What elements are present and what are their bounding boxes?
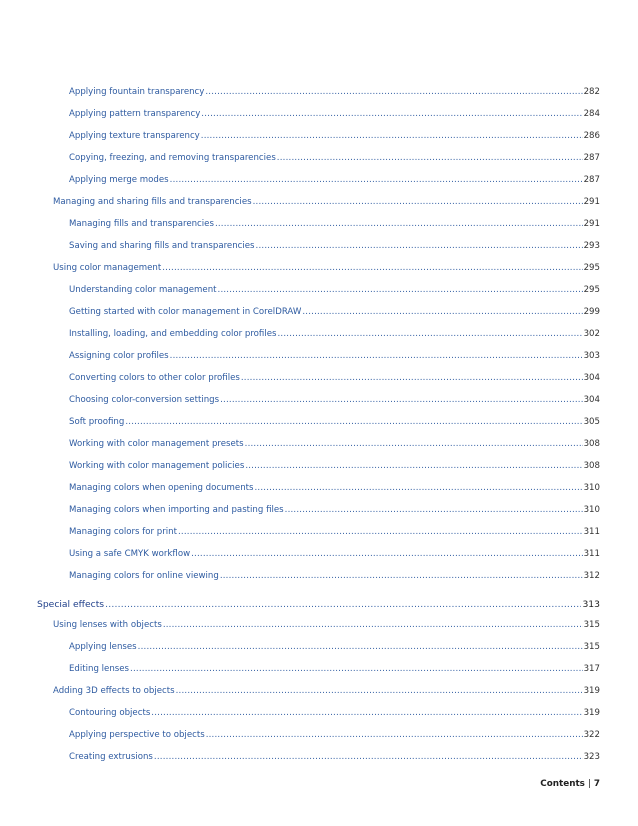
toc-entry-page-number[interactable]: 323 [583,752,600,762]
toc-entry-title[interactable]: Applying merge modes [69,175,169,185]
toc-dot-leader [178,527,583,538]
toc-entry-title[interactable]: Working with color management presets [69,439,244,449]
toc-subsection-entry[interactable] [69,131,600,142]
toc-entry-page-number[interactable]: 291 [583,197,600,207]
toc-dot-leader [215,219,583,230]
toc-entry-title[interactable]: Creating extrusions [69,752,153,762]
toc-dot-leader [285,505,583,516]
toc-entry-page-number[interactable]: 322 [583,730,600,740]
toc-dot-leader [201,109,582,120]
toc-dot-leader [256,241,583,252]
toc-entry-page-number[interactable]: 319 [583,708,600,718]
toc-subsection-entry[interactable] [69,351,600,362]
toc-subsection-entry[interactable] [69,483,600,494]
toc-chapter-entry[interactable] [37,599,600,610]
toc-dot-leader [105,599,581,610]
toc-entry-page-number[interactable]: 315 [583,642,600,652]
toc-subsection-entry[interactable] [69,417,600,428]
toc-entry-page-number[interactable]: 299 [583,307,600,317]
toc-dot-leader [218,285,583,296]
toc-section-entry[interactable] [53,620,600,631]
toc-subsection-entry[interactable] [69,395,600,406]
toc-entry-title[interactable]: Applying perspective to objects [69,730,205,740]
toc-subsection-entry[interactable] [69,373,600,384]
toc-entry-page-number[interactable]: 295 [583,285,600,295]
toc-entry-page-number[interactable]: 284 [583,109,600,119]
toc-subsection-entry[interactable] [69,664,600,675]
toc-entry-title[interactable]: Converting colors to other color profiles [69,373,240,383]
toc-entry-page-number[interactable]: 313 [582,599,600,610]
toc-dot-leader [125,417,582,428]
toc-entry-title[interactable]: Contouring objects [69,708,151,718]
toc-entry-title[interactable]: Understanding color management [69,285,217,295]
toc-entry-title[interactable]: Managing colors for online viewing [69,571,219,581]
toc-subsection-entry[interactable] [69,527,600,538]
toc-entry-page-number[interactable]: 315 [583,620,600,630]
toc-entry-page-number[interactable]: 310 [583,505,600,515]
toc-entry-page-number[interactable]: 282 [583,87,600,97]
toc-dot-leader [170,351,583,362]
toc-entry-page-number[interactable]: 295 [583,263,600,273]
toc-dot-leader [245,439,583,450]
toc-entry-page-number[interactable]: 286 [583,131,600,141]
footer-page-number: 7 [593,779,600,789]
toc-entry-title[interactable]: Managing colors for print [69,527,177,537]
toc-dot-leader [302,307,582,318]
toc-entry-title[interactable]: Editing lenses [69,664,130,674]
toc-entry-page-number[interactable]: 308 [583,439,600,449]
toc-dot-leader [163,620,583,631]
footer-separator: | [587,779,591,789]
toc-subsection-entry[interactable] [69,285,600,296]
toc-section-entry[interactable] [53,686,600,697]
toc-dot-leader [138,642,583,653]
toc-dot-leader [151,708,582,719]
toc-dot-leader [130,664,583,675]
toc-entry-title[interactable]: Using a safe CMYK workflow [69,549,191,559]
toc-entry-page-number[interactable]: 310 [583,483,600,493]
toc-entry-title[interactable]: Managing and sharing fills and transparencies [53,197,252,207]
toc-dot-leader [176,686,583,697]
toc-entry-title[interactable]: Managing colors when opening documents [69,483,254,493]
toc-subsection-entry[interactable] [69,329,600,340]
toc-subsection-entry[interactable] [69,571,600,582]
toc-dot-leader [245,461,582,472]
toc-entry-page-number[interactable]: 304 [583,373,600,383]
toc-subsection-entry[interactable] [69,730,600,741]
toc-entry-page-number[interactable]: 303 [583,351,600,361]
toc-dot-leader [201,131,583,142]
toc-entry-title[interactable]: Using color management [53,263,162,273]
toc-subsection-entry[interactable] [69,153,600,164]
toc-subsection-entry[interactable] [69,549,600,560]
toc-subsection-entry[interactable] [69,505,600,516]
toc-entry-title[interactable]: Getting started with color management in CorelDRAW [69,307,302,317]
toc-entry-page-number[interactable]: 302 [583,329,600,339]
toc-entry-title[interactable]: Managing colors when importing and pasting files [69,505,284,515]
toc-entry-title[interactable]: Applying fountain transparency [69,87,205,97]
toc-subsection-entry[interactable] [69,241,600,252]
toc-entry-page-number[interactable]: 293 [583,241,600,251]
toc-section-entry[interactable] [53,263,600,274]
toc-subsection-entry[interactable] [69,307,600,318]
toc-subsection-entry[interactable] [69,752,600,763]
toc-subsection-entry[interactable] [69,461,600,472]
toc-dot-leader [205,87,582,98]
toc-entry-page-number[interactable]: 287 [583,175,600,185]
toc-entry-title[interactable]: Managing fills and transparencies [69,219,214,229]
toc-entry-title[interactable]: Choosing color-conversion settings [69,395,220,405]
toc-entry-page-number[interactable]: 311 [583,527,600,537]
toc-dot-leader [170,175,583,186]
toc-entry-page-number[interactable]: 304 [583,395,600,405]
toc-dot-leader [253,197,583,208]
toc-dot-leader [220,571,583,582]
toc-entry-page-number[interactable]: 319 [583,686,600,696]
toc-entry-title[interactable]: Copying, freezing, and removing transparencies [69,153,276,163]
toc-dot-leader [191,549,582,560]
page-footer [540,779,600,789]
toc-dot-leader [278,329,583,340]
toc-subsection-entry[interactable] [69,439,600,450]
toc-entry-page-number[interactable]: 305 [583,417,600,427]
toc-subsection-entry[interactable] [69,219,600,230]
toc-dot-leader [220,395,583,406]
toc-entry-page-number[interactable]: 312 [583,571,600,581]
toc-entry-page-number[interactable]: 311 [583,549,600,559]
toc-entry-page-number[interactable]: 291 [583,219,600,229]
toc-entry-page-number[interactable]: 308 [583,461,600,471]
toc-entry-page-number[interactable]: 287 [583,153,600,163]
toc-entry-title[interactable]: Applying pattern transparency [69,109,201,119]
toc-entry-title[interactable]: Special effects [37,599,105,610]
toc-subsection-entry[interactable] [69,175,600,186]
toc-dot-leader [277,153,583,164]
toc-dot-leader [255,483,583,494]
toc-dot-leader [241,373,583,384]
toc-entry-title[interactable]: Adding 3D effects to objects [53,686,175,696]
toc-entry-title[interactable]: Using lenses with objects [53,620,162,630]
toc-subsection-entry[interactable] [69,87,600,98]
toc-entry-title[interactable]: Saving and sharing fills and transparencies [69,241,255,251]
toc-subsection-entry[interactable] [69,642,600,653]
toc-dot-leader [162,263,582,274]
toc-entry-title[interactable]: Applying texture transparency [69,131,200,141]
toc-entry-title[interactable]: Installing, loading, and embedding color profiles [69,329,277,339]
toc-entry-title[interactable]: Soft proofing [69,417,125,427]
toc-entry-page-number[interactable]: 317 [583,664,600,674]
toc-section-entry[interactable] [53,197,600,208]
toc-dot-leader [154,752,583,763]
toc-entry-title[interactable]: Applying lenses [69,642,137,652]
toc-subsection-entry[interactable] [69,708,600,719]
toc-entry-title[interactable]: Working with color management policies [69,461,245,471]
footer-section-label: Contents [540,779,585,789]
toc-dot-leader [206,730,583,741]
toc-subsection-entry[interactable] [69,109,600,120]
toc-entry-title[interactable]: Assigning color profiles [69,351,169,361]
